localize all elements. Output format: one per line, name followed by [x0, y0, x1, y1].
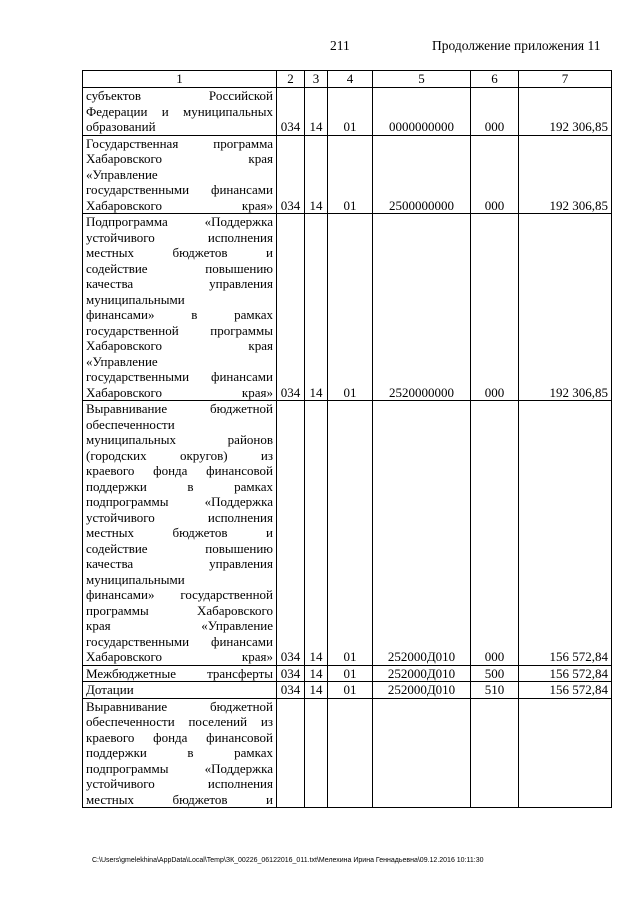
subsection-cell: 01: [328, 401, 373, 666]
row-name-line: обеспеченности: [86, 416, 175, 432]
row-name-line: устойчивого исполнения: [86, 509, 273, 525]
row-name-line: Хабаровского края»: [86, 384, 273, 400]
row-name-line: подпрограммы «Поддержка: [86, 760, 273, 776]
expense-type-cell: 500: [471, 665, 519, 682]
table-row: [83, 401, 612, 666]
row-name-line: Подпрограмма «Поддержка: [86, 214, 273, 229]
table-body: [83, 88, 612, 808]
row-name-line: поддержки в рамках: [86, 745, 273, 760]
code-cell: 034: [277, 214, 305, 401]
row-name-line: края «Управление: [86, 618, 273, 633]
target-article-cell: [373, 698, 471, 808]
table-row: [83, 698, 612, 808]
budget-table: [82, 70, 612, 808]
code-cell: 034: [277, 682, 305, 699]
row-name-line: местных бюджетов и: [86, 791, 273, 807]
target-article-cell: 252000Д010: [373, 401, 471, 666]
page-number: 211: [330, 38, 350, 53]
expense-type-cell: [471, 698, 519, 808]
subsection-cell: 01: [328, 665, 373, 682]
column-header: 7: [519, 71, 612, 88]
column-header: 3: [305, 71, 328, 88]
table-row: [83, 665, 612, 682]
row-name-line: муниципальных районов: [86, 432, 273, 447]
row-name-cell: [83, 135, 277, 214]
code-cell: 034: [277, 88, 305, 136]
column-header: 2: [277, 71, 305, 88]
column-header: 1: [83, 71, 277, 88]
table-row: [83, 88, 612, 136]
target-article-cell: 0000000000: [373, 88, 471, 136]
subsection-cell: 01: [328, 88, 373, 136]
code-cell: 034: [277, 665, 305, 682]
row-name-cell: [83, 698, 277, 808]
section-cell: 14: [305, 214, 328, 401]
target-article-cell: 2520000000: [373, 214, 471, 401]
row-name-line: «Управление: [86, 166, 158, 182]
row-name-line: содействие повышению: [86, 540, 273, 556]
subsection-cell: [328, 698, 373, 808]
expense-type-cell: 000: [471, 88, 519, 136]
row-name-line: местных бюджетов и: [86, 245, 273, 260]
expense-type-cell: 000: [471, 214, 519, 401]
row-name-cell: [83, 214, 277, 401]
row-name-line: финансами» государственной: [86, 587, 273, 602]
row-name-line: Дотации: [86, 682, 134, 697]
row-name-line: программы Хабаровского: [86, 602, 273, 618]
row-name-line: муниципальными: [86, 571, 185, 587]
amount-cell: 192 306,85: [519, 135, 612, 214]
row-name-line: качества управления: [86, 276, 273, 291]
amount-cell: [519, 698, 612, 808]
row-name-line: муниципальными: [86, 291, 185, 307]
appendix-continuation-label: Продолжение приложения 11: [432, 38, 601, 53]
row-name-line: обеспеченности поселений из: [86, 714, 273, 729]
row-name-cell: [83, 682, 277, 699]
section-cell: 14: [305, 682, 328, 699]
row-name-line: Хабаровского края»: [86, 197, 273, 213]
subsection-cell: 01: [328, 135, 373, 214]
row-name-line: краевого фонда финансовой: [86, 463, 273, 478]
code-cell: 034: [277, 135, 305, 214]
row-name-line: Хабаровского края»: [86, 649, 273, 664]
document-footer-path: C:\Users\gmelekhina\AppData\Local\Temp\ЗК_00226_06122016_011.txt\Мелехина Ирина Геннадьевна\09.12.2016 10:11:30: [92, 857, 484, 864]
row-name-line: качества управления: [86, 556, 273, 571]
row-name-line: Выравнивание бюджетной: [86, 698, 273, 714]
target-article-cell: 2500000000: [373, 135, 471, 214]
row-name-line: краевого фонда финансовой: [86, 729, 273, 745]
table-row: [83, 214, 612, 401]
row-name-line: государственными финансами: [86, 369, 273, 384]
column-header: 4: [328, 71, 373, 88]
row-name-line: государственными финансами: [86, 633, 273, 649]
row-name-cell: [83, 665, 277, 682]
row-name-line: Государственная программа: [86, 135, 273, 151]
row-name-line: Межбюджетные трансферты: [86, 665, 273, 681]
row-name-cell: [83, 88, 277, 136]
row-name-line: (городских округов) из: [86, 447, 273, 463]
amount-cell: 156 572,84: [519, 665, 612, 682]
row-name-line: государственной программы: [86, 322, 273, 338]
row-name-line: финансами» в рамках: [86, 307, 273, 322]
expense-type-cell: 000: [471, 135, 519, 214]
section-cell: [305, 698, 328, 808]
row-name-line: подпрограммы «Поддержка: [86, 494, 273, 509]
table-row: [83, 135, 612, 214]
table-row: [83, 682, 612, 699]
target-article-cell: 252000Д010: [373, 682, 471, 699]
row-name-line: устойчивого исполнения: [86, 229, 273, 245]
section-cell: 14: [305, 88, 328, 136]
subsection-cell: 01: [328, 682, 373, 699]
row-name-line: Хабаровского края: [86, 338, 273, 353]
section-cell: 14: [305, 401, 328, 666]
section-cell: 14: [305, 135, 328, 214]
row-name-line: государственными финансами: [86, 182, 273, 197]
amount-cell: 156 572,84: [519, 682, 612, 699]
row-name-line: устойчивого исполнения: [86, 776, 273, 791]
code-cell: 034: [277, 401, 305, 666]
row-name-line: Хабаровского края: [86, 151, 273, 166]
column-header: 5: [373, 71, 471, 88]
row-name-line: поддержки в рамках: [86, 478, 273, 494]
code-cell: [277, 698, 305, 808]
row-name-cell: [83, 401, 277, 666]
amount-cell: 192 306,85: [519, 88, 612, 136]
row-name-line: Федерации и муниципальных: [86, 103, 273, 119]
row-name-line: содействие повышению: [86, 260, 273, 276]
subsection-cell: 01: [328, 214, 373, 401]
amount-cell: 156 572,84: [519, 401, 612, 666]
column-header: 6: [471, 71, 519, 88]
section-cell: 14: [305, 665, 328, 682]
amount-cell: 192 306,85: [519, 214, 612, 401]
row-name-line: субъектов Российской: [86, 88, 273, 103]
target-article-cell: 252000Д010: [373, 665, 471, 682]
row-name-line: «Управление: [86, 353, 158, 369]
row-name-line: местных бюджетов и: [86, 525, 273, 540]
table-header-row: [83, 71, 612, 88]
row-name-line: образований: [86, 119, 156, 134]
row-name-line: Выравнивание бюджетной: [86, 401, 273, 416]
expense-type-cell: 510: [471, 682, 519, 699]
expense-type-cell: 000: [471, 401, 519, 666]
